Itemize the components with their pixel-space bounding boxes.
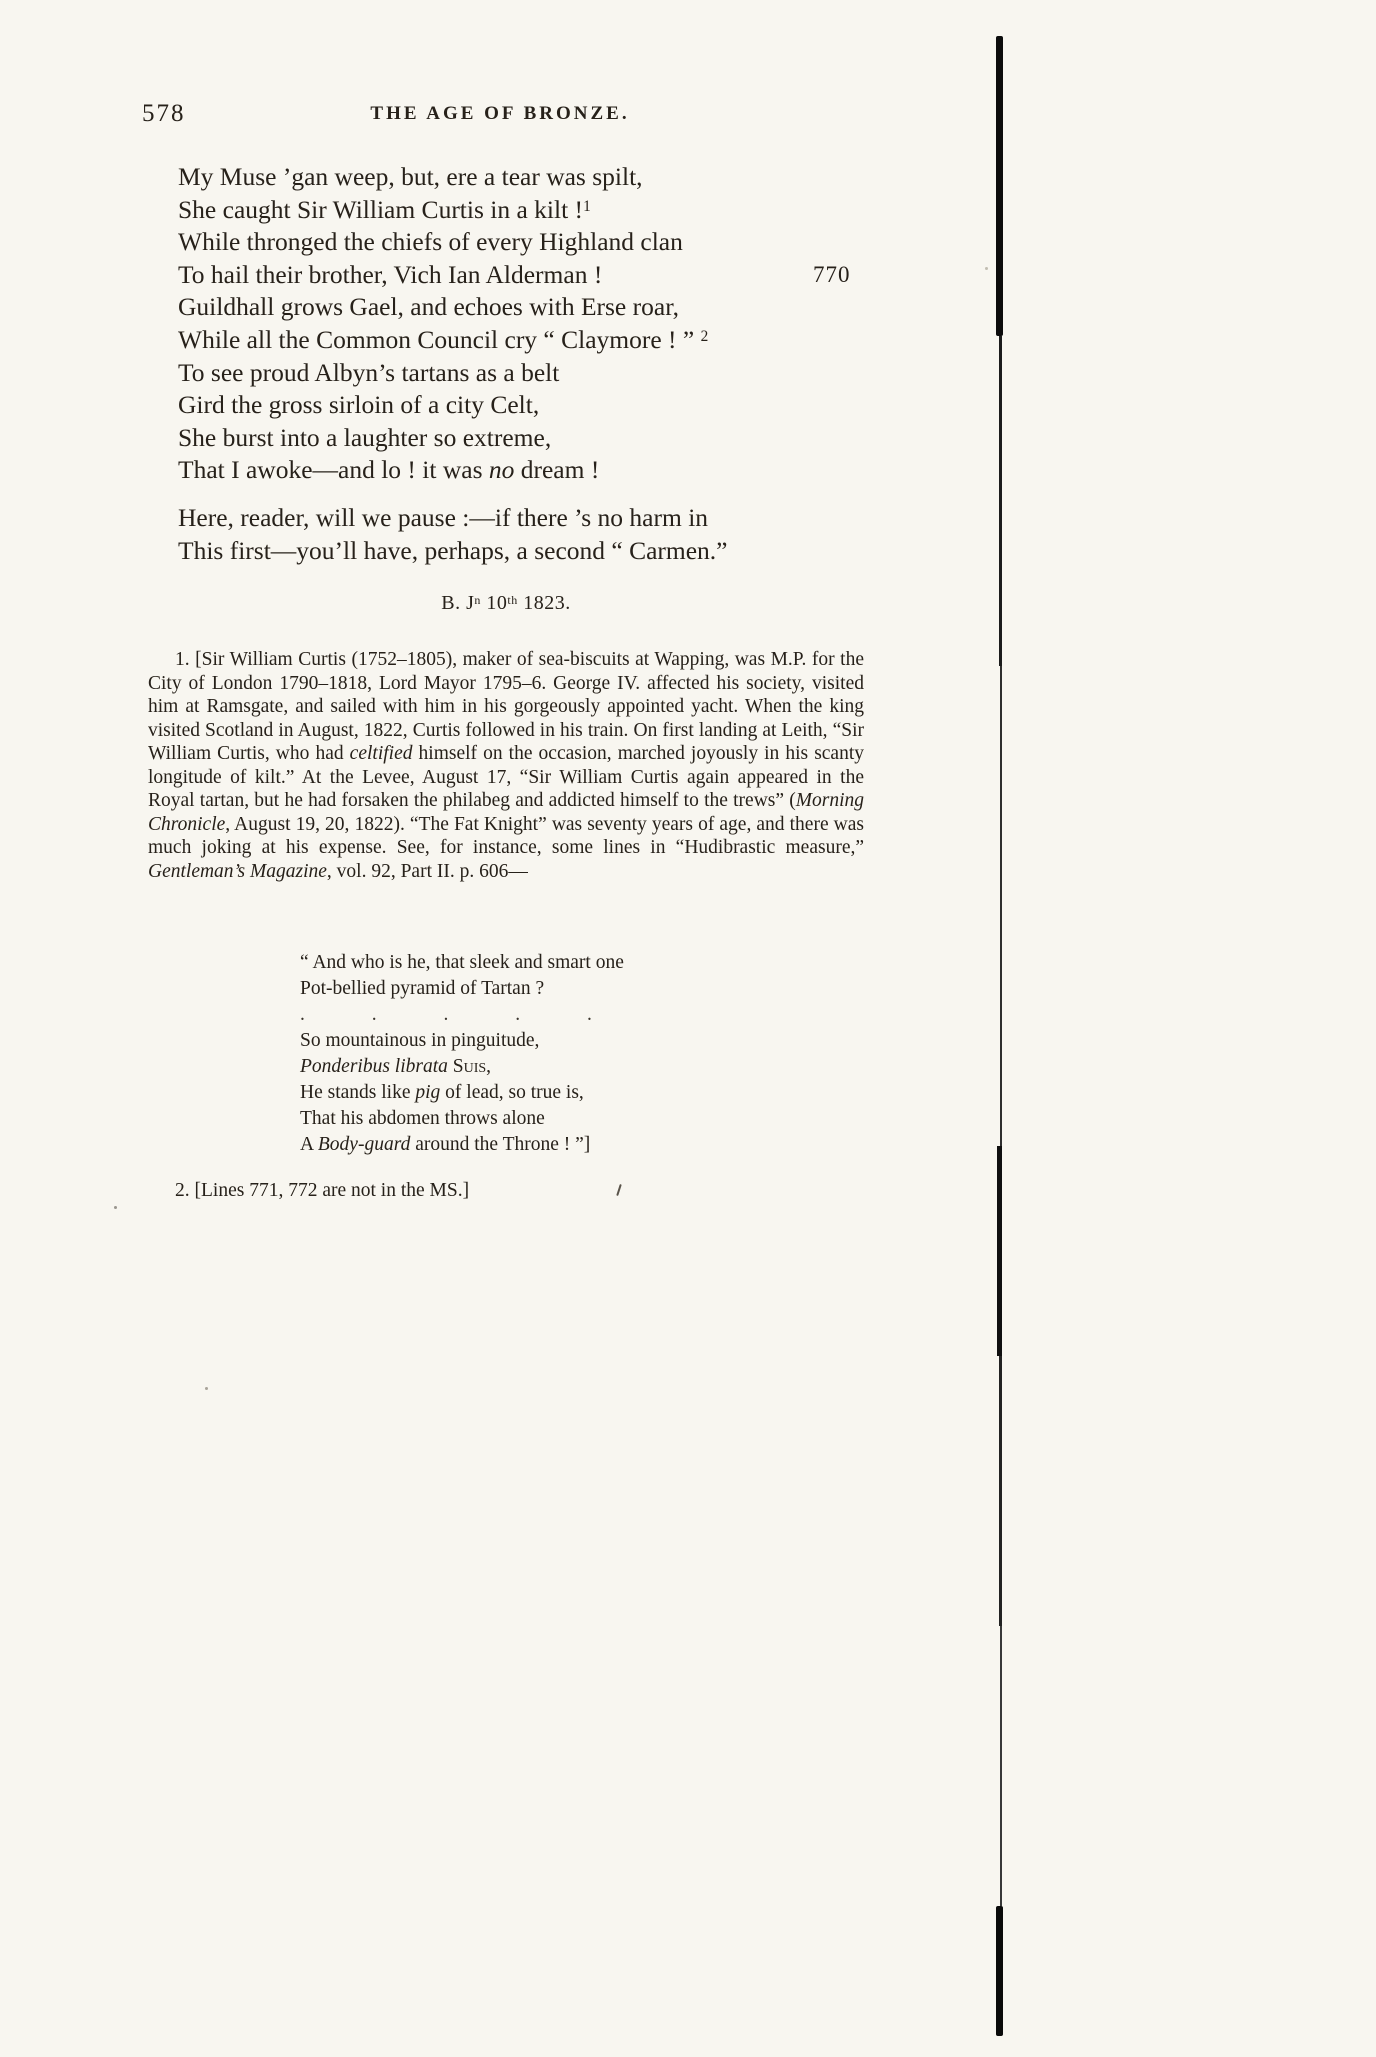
scan-artifact-speck (114, 1206, 117, 1209)
scan-artifact-bar (996, 1906, 1003, 2036)
poem-line: My Muse ’gan weep, but, ere a tear was spilt, (178, 162, 643, 191)
poem-line: To see proud Albyn’s tartans as a belt (178, 357, 560, 387)
footnote-verse (300, 950, 624, 1158)
dateline: B. $J^n$ 10th 1823. (441, 592, 571, 614)
verse-line: Ponderibus librata Suis, (300, 1056, 492, 1077)
poem-line: To hail their brother, Vich Ian Alderman ! (178, 259, 603, 289)
scan-artifact-bar (1000, 666, 1002, 1146)
verse-line: A Body-guard around the Throne ! ”] (300, 1134, 591, 1155)
line-number-770: 770 (813, 262, 851, 287)
scan-artifact-bar (997, 1146, 1002, 1356)
scan-artifact-bar (1000, 1626, 1002, 1906)
poem-line: While all the Common Council cry “ Claymore ! ” $^2$ (178, 324, 709, 354)
scan-artifact-mark (616, 1184, 622, 1196)
poem-line: Here, reader, will we pause :—if there ’s no harm in (178, 503, 709, 532)
verse-line: He stands like pig of lead, so true is, (300, 1082, 584, 1103)
scan-artifact-speck (985, 267, 988, 270)
poem-block (178, 161, 708, 487)
scan-artifact-bar (999, 336, 1002, 666)
footnote-2: 2. [Lines 771, 772 are not in the MS.] (175, 1180, 470, 1201)
poem-line: She burst into a laughter so extreme, (178, 422, 552, 452)
scan-artifact-bar (996, 36, 1003, 336)
running-title: THE AGE OF BRONZE. (370, 103, 630, 124)
poem-line: That I awoke—and lo ! it was no dream ! (178, 455, 600, 485)
poem-line: While thronged the chiefs of every Highland clan (178, 227, 683, 257)
poem-couplet (178, 501, 728, 567)
poem-line: This first—you’ll have, perhaps, a second “ Carmen.” (178, 536, 728, 565)
page-number: 578 (142, 100, 186, 127)
verse-line: “ And who is he, that sleek and smart one (300, 952, 624, 973)
verse-line: Pot-bellied pyramid of Tartan ? (300, 978, 545, 999)
scan-artifact-speck (205, 1387, 208, 1390)
poem-line: Gird the gross sirloin of a city Celt, (178, 390, 540, 420)
footnote-1: 1. [Sir William Curtis (1752–1805), maker of sea-biscuits at Wapping, was M.P. for the City of London 1790–1818, Lord Mayor 1795–6. George IV. affected his society, visited him at Ramsgate, and sailed with him in his gorgeously appointed yacht. When the king visited Scotland in August, 1822, Curtis followed in his train. On first landing at Leith, “Sir William Curtis, who had celtified himself on the occasion, marched joyously in his scanty longitude of kilt.” At the Levee, August 17, “Sir William Curtis again appeared in the Royal tartan, but he had forsaken the philabeg and addicted himself to the trews” (Morning Chronicle, August 19, 20, 1822). “The Fat Knight” was seventy years of age, and there was much joking at his expense. See, for instance, some lines in “Hudibrastic measure,” Gentleman’s Magazine, vol. 92, Part II. p. 606— (148, 649, 865, 882)
poem-line: Guildhall grows Gael, and echoes with Erse roar, (178, 292, 680, 322)
verse-line: That his abdomen throws alone (300, 1108, 545, 1129)
poem-line: She caught Sir William Curtis in a kilt !$^1$ (178, 194, 591, 224)
scan-artifact-bar (999, 1356, 1002, 1626)
verse-ellipsis: . . . . . (300, 1004, 592, 1025)
verse-line: So mountainous in pinguitude, (300, 1030, 540, 1051)
